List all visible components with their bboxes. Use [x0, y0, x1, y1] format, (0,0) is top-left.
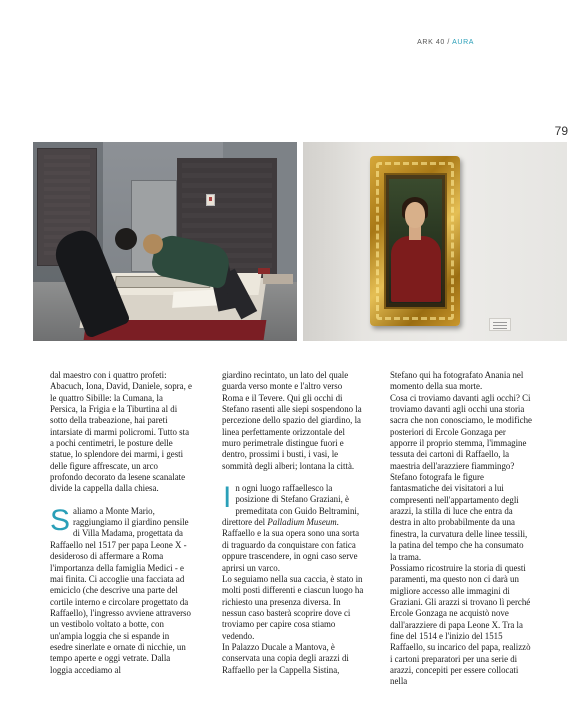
paragraph: dal maestro con i quattro profeti: Abacuch, Iona, David, Daniele, sopra, e le quattro Sibille: la Cumana, la Persica, la Frigia e la Tiburtina al di sotto della trabeazione, hai pareti intarsiate di marmi policromi. Tutto sta a pochi centimetri, le posture delle statue, lo splendore dei marmi, i gesti delle figure affrescate, un arco profondo decorato da lesene scanalate divide la cappella dalla chiesa.: [50, 370, 192, 494]
paragraph-dropcap: [50, 503, 192, 676]
photo-object: [263, 274, 293, 284]
header-accent: AURA: [452, 39, 474, 46]
paragraph: Lo seguiamo nella sua caccia, è stato in molti posti differenti e ciascun luogo ha richiesto una presenza diversa. In nessun caso basterà scoprire dove ci troviamo per capire cosa stiamo vedendo.: [222, 573, 364, 641]
photo-small-frame: [206, 194, 215, 206]
framed-portrait-photo: [303, 142, 567, 341]
paragraph-text: . Raffaello e la sua opera sono una sorta di traguardo da conquistare con fatica oppure trascendere, in ogni caso serve aprirsi un varco.: [222, 517, 360, 573]
portrait-neck: [409, 226, 421, 240]
photo-person-head: [143, 234, 163, 254]
wall-label: [489, 318, 511, 331]
portrait-red-dress: [391, 236, 441, 302]
photo-person-head: [115, 228, 137, 250]
dropcap: I: [223, 481, 232, 515]
paragraph-text: aliamo a Monte Mario, raggiungiamo il giardino pensile di Villa Madama, progettata da Raffaello nel 1517 per papa Leone X - desideroso di affermare a Roma l'importanza della famiglia Medici - e mai finita. Ci accoglie una facciata ad emiciclo (che descrive una parte del cortile interno e circolare progettato da Raffaello), l'ingresso avviene attraverso un vestibolo voltato a botte, con un'ampia loggia che si espande in esedre sinerlate e ornate di nicchie, un tempo aperte e oggi vetrate. Dalla loggia accediamo al: [50, 505, 191, 675]
paragraph-dropcap: [222, 483, 364, 574]
portrait-face: [405, 202, 425, 228]
running-header: [417, 39, 474, 46]
paragraph: Possiamo ricostruire la storia di questi paramenti, ma questo non ci darà un migliore accesso alle immagini di Graziani. Gli arazzi si trovano lì perché Ercole Gonzaga ne acquistò nove dall'arazziere di papa Leone X. Tra la fine del 1514 e l'inizio del 1515 Raffaello, su incarico del papa, realizzò i cartoni preparatori per una serie di arazzi, concepiti per essere collocati nella: [390, 562, 531, 687]
paragraph: Stefano qui ha fotografato Anania nel momento della sua morte.: [390, 370, 524, 392]
text-column-3: [390, 370, 532, 688]
paragraph-text: n ogni luogo raffaellesco la posizione di Stefano Graziani, è premeditata con Guido Beltramini, direttore del: [222, 483, 360, 528]
page-number: 79: [554, 124, 568, 138]
photo-wall-shadow: [303, 142, 363, 341]
gallery-examination-photo: [33, 142, 297, 341]
text-column-2: [222, 370, 364, 676]
italic-title: Palladium Museum: [267, 517, 337, 528]
paragraph: giardino recintato, un lato del quale guarda verso monte e l'altro verso Roma e il Tevere. Qui gli occhi di Stefano rasenti alle siepi sospendono la percezione dello spazio del giardino, la linea perfettamente orizzontale del muro perimetrale distingue fuori e dentro, prossimi i busti, i vasi, le sommità degli alberi; lontana la città.: [222, 370, 362, 471]
paragraph: Cosa ci troviamo davanti agli occhi? Ci troviamo davanti agli occhi una storia sacra che non conosciamo, le modifiche posteriori di Ercole Gonzaga per apporre il proprio stemma, l'immagine tessuta dei cartoni di Raffaello, la maestria dell'arazziere fiammingo? Stefano fotografa le figure fantasmatiche dei visitatori a lui compresenti nell'appartamento degli arazzi, la stilla di luce che entra da destra in alto probabilmente da una finestra, la curvatura delle linee tessili, la patina del tempo che ha consumato la trama.: [390, 392, 532, 562]
photo-object: [258, 268, 270, 274]
paragraph: In Palazzo Ducale a Mantova, è conservata una copia degli arazzi di Raffaello per la Cappella Sistina,: [222, 641, 349, 675]
header-section: ARK 40 /: [417, 39, 450, 46]
text-column-1: [50, 370, 192, 676]
dropcap: S: [50, 503, 71, 537]
